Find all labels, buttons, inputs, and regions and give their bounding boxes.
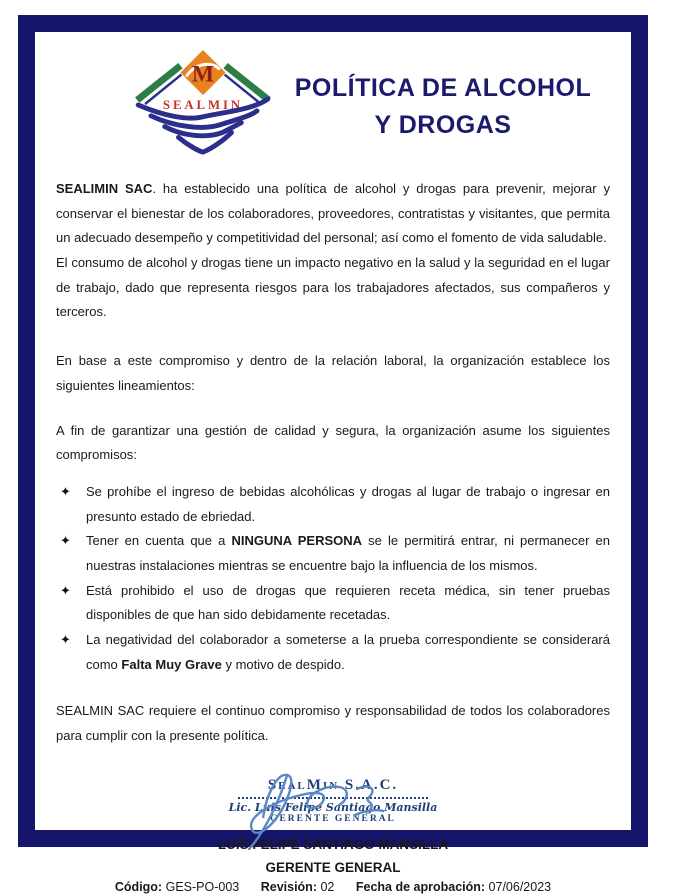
document-header	[56, 50, 610, 163]
star-bullet-icon: ✦	[60, 533, 71, 549]
paragraph-intro: SEALIMIN SAC. ha establecido una política de alcohol y drogas para prevenir, mejorar y conservar el bienestar de los colaboradores, proveedores, contratistas y visitantes, que permita un adecuado desempeño y competitividad del personal; así como el fomento de vida saludable.	[56, 181, 610, 246]
paragraph-closing: SEALMIN SAC requiere el continuo compromiso y responsabilidad de todos los colaboradores para cumplir con la presente política.	[56, 703, 610, 744]
footer-approval-date: Fecha de aprobación: 07/06/2023	[355, 879, 552, 894]
list-item: ✦ La negatividad del colaborador a someterse a la prueba correspondiente se considerará como Falta Muy Grave y motivo de despido.	[56, 628, 610, 677]
commitment-list	[56, 480, 610, 678]
document-content	[35, 32, 631, 894]
signer-role: GERENTE GENERAL	[265, 859, 401, 875]
list-item: ✦ Se prohíbe el ingreso de bebidas alcohólicas y drogas al lugar de trabajo o ingresar en presunto estado de ebriedad.	[56, 480, 610, 529]
stamp-signer-name: Lic. Luis Felipe Santiago Mansilla	[228, 800, 438, 814]
star-bullet-icon: ✦	[60, 632, 71, 647]
logo-green-edge-left	[137, 66, 180, 100]
stamp-signer-role: GERENTE GENERAL	[270, 813, 396, 824]
footer-code: Código: GES-PO-003	[114, 879, 240, 894]
signer-name-block	[56, 834, 610, 880]
sealmin-logo-icon	[124, 50, 282, 158]
company-name-bold: SEALIMIN SAC	[56, 181, 153, 196]
footer-revision: Revisión: 02	[260, 879, 335, 894]
paragraph-compromisos: A fin de garantizar una gestión de calidad y segura, la organización asume los siguientes compromisos:	[56, 422, 610, 463]
company-logo	[124, 50, 282, 163]
logo-green-edge-right	[226, 66, 269, 100]
logo-company-name: SEALMIN	[162, 97, 244, 112]
signer-name: LUIS FELIPE SANTIAGO MANSILLA	[217, 836, 449, 852]
stamp-dotted-line	[238, 797, 428, 799]
policy-body	[56, 177, 610, 749]
list-item: ✦ Tener en cuenta que a NINGUNA PERSONA se le permitirá entrar, ni permanecer en nuestras instalaciones mientras se encuentre bajo la influencia de los mismos.	[56, 529, 610, 578]
company-stamp	[229, 763, 438, 824]
logo-monogram-letter: M	[191, 61, 215, 88]
star-bullet-icon: ✦	[60, 483, 71, 499]
title-block	[282, 70, 610, 143]
list-item: ✦ Está prohibido el uso de drogas que requieren receta médica, sin tener pruebas disponibles de que han sido debidamente recetadas.	[56, 579, 610, 628]
document-footer	[56, 880, 610, 894]
title-line-1: POLÍTICA DE ALCOHOL	[294, 74, 592, 103]
page-title	[282, 70, 604, 143]
paragraph-impact: El consumo de alcohol y drogas tiene un impacto negativo en la salud y la seguridad en el lugar de trabajo, dado que representa riesgos para los trabajadores afectados, sus compañeros y terceros.	[56, 255, 610, 320]
paragraph-lineamientos: En base a este compromiso y dentro de la relación laboral, la organización establece los siguientes lineamientos:	[56, 353, 610, 393]
stamp-company-name: SealMin S.A.C.	[267, 776, 399, 793]
star-bullet-icon: ✦	[60, 582, 71, 598]
signature-block	[56, 763, 610, 824]
title-line-2: Y DROGAS	[374, 110, 512, 139]
document-border-frame	[18, 15, 648, 894]
